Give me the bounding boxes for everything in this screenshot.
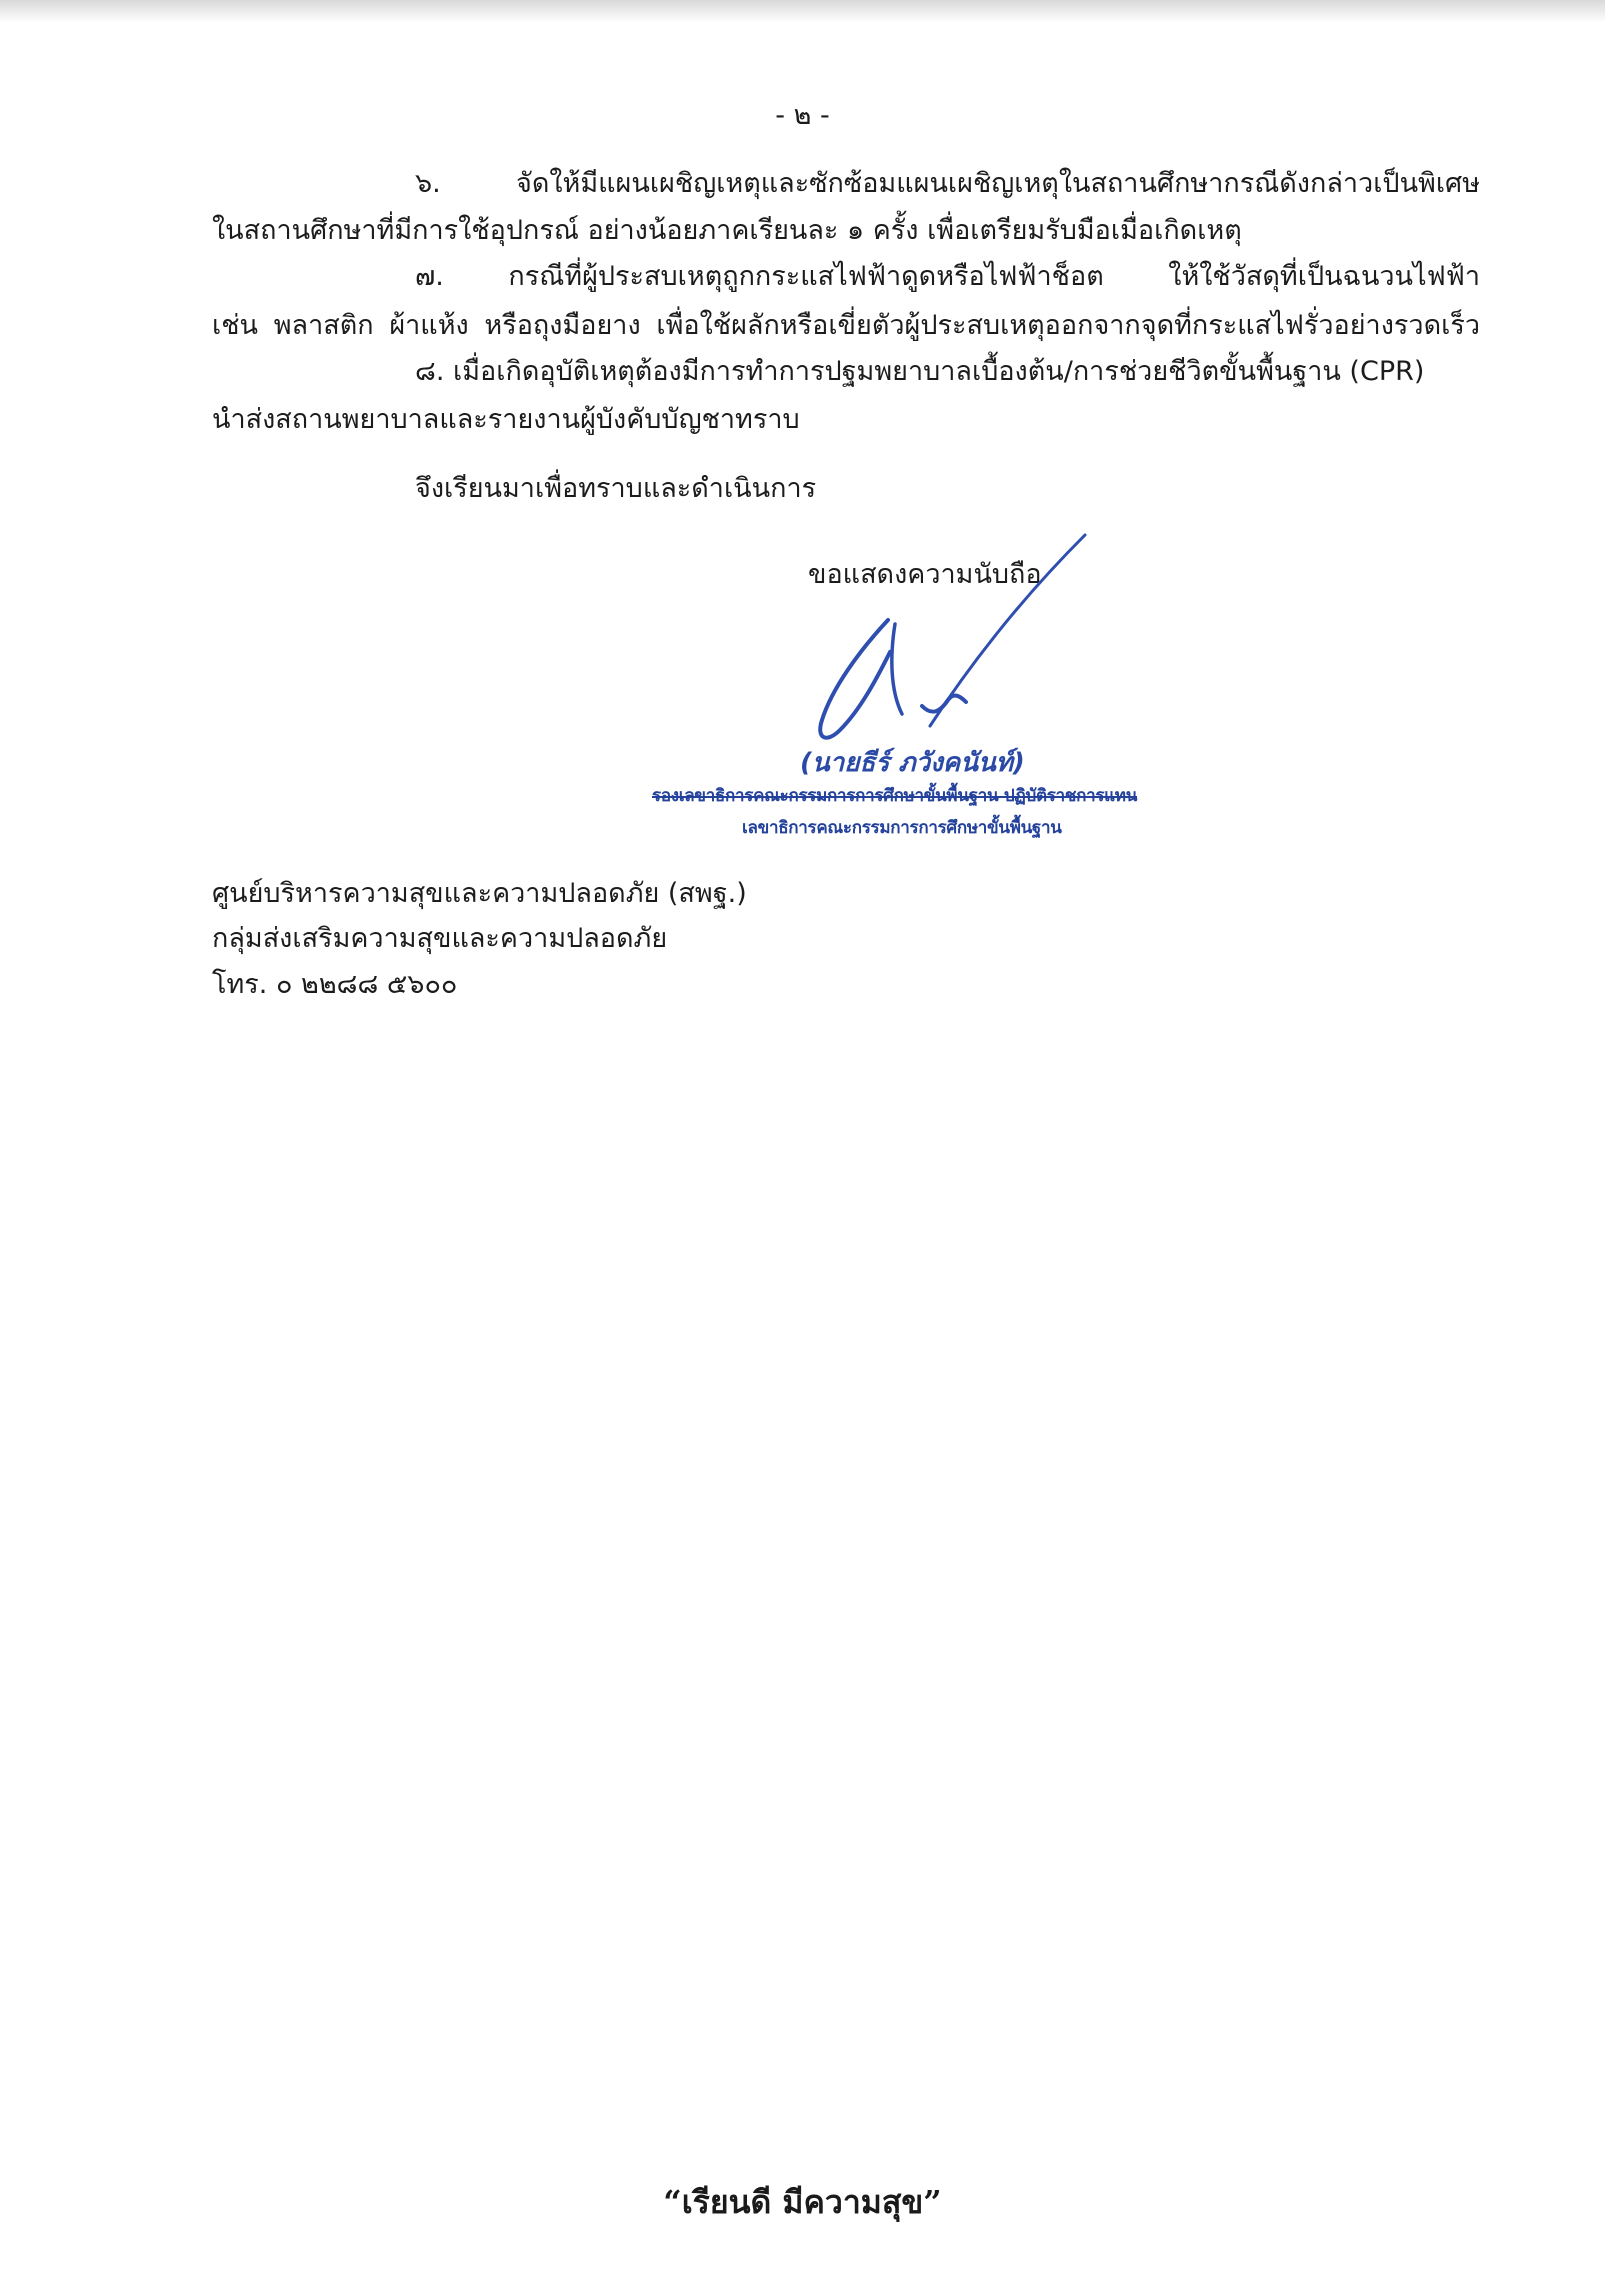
position-line-1: รองเลขาธิการคณะกรรมการการศึกษาขั้นพื้นฐาน ปฏิบัติราชการแทน: [652, 782, 1137, 809]
item-8-line-1: ๘. เมื่อเกิดอุบัติเหตุต้องมีการทำการปฐมพยาบาลเบื้องต้น/การช่วยชีวิตขั้นพื้นฐาน (CPR): [415, 356, 1425, 387]
footer-slogan: “เรียนดี มีความสุข”: [663, 2183, 942, 2221]
handwritten-signature: [740, 530, 1120, 760]
contact-phone: โทร. ๐ ๒๒๘๘ ๕๖๐๐: [212, 969, 458, 1000]
item-8-line-2: นำส่งสถานพยาบาลและรายงานผู้บังคับบัญชาทราบ: [212, 404, 800, 435]
salutation: ขอแสดงความนับถือ: [808, 559, 1042, 590]
scan-top-edge: [0, 0, 1605, 22]
contact-group: กลุ่มส่งเสริมความสุขและความปลอดภัย: [212, 923, 668, 954]
item-7-line-1: ๗. กรณีที่ผู้ประสบเหตุถูกกระแสไฟฟ้าดูดหรือไฟฟ้าช็อต ให้ใช้วัสดุที่เป็นฉนวนไฟฟ้า: [415, 261, 1480, 292]
item-7-line-2: เช่น พลาสติก ผ้าแห้ง หรือถุงมือยาง เพื่อใช้ผลักหรือเขี่ยตัวผู้ประสบเหตุออกจากจุดที่กระแสไฟรั่วอย่างรวดเร็ว: [212, 310, 1480, 341]
item-6-line-1: ๖. จัดให้มีแผนเผชิญเหตุและซักซ้อมแผนเผชิญเหตุในสถานศึกษากรณีดังกล่าวเป็นพิเศษ: [415, 168, 1480, 199]
signer-name: (นายธีร์ ภวังคนันท์): [800, 748, 1025, 778]
position-line-2: เลขาธิการคณะกรรมการการศึกษาขั้นพื้นฐาน: [742, 818, 1062, 838]
closing-sentence: จึงเรียนมาเพื่อทราบและดำเนินการ: [415, 473, 817, 504]
item-6-line-2: ในสถานศึกษาที่มีการใช้อุปกรณ์ อย่างน้อยภาคเรียนละ ๑ ครั้ง เพื่อเตรียมรับมือเมื่อเกิดเหตุ: [212, 215, 1242, 246]
contact-office: ศูนย์บริหารความสุขและความปลอดภัย (สพฐ.): [212, 878, 747, 909]
page-number: - ๒ -: [775, 100, 830, 131]
